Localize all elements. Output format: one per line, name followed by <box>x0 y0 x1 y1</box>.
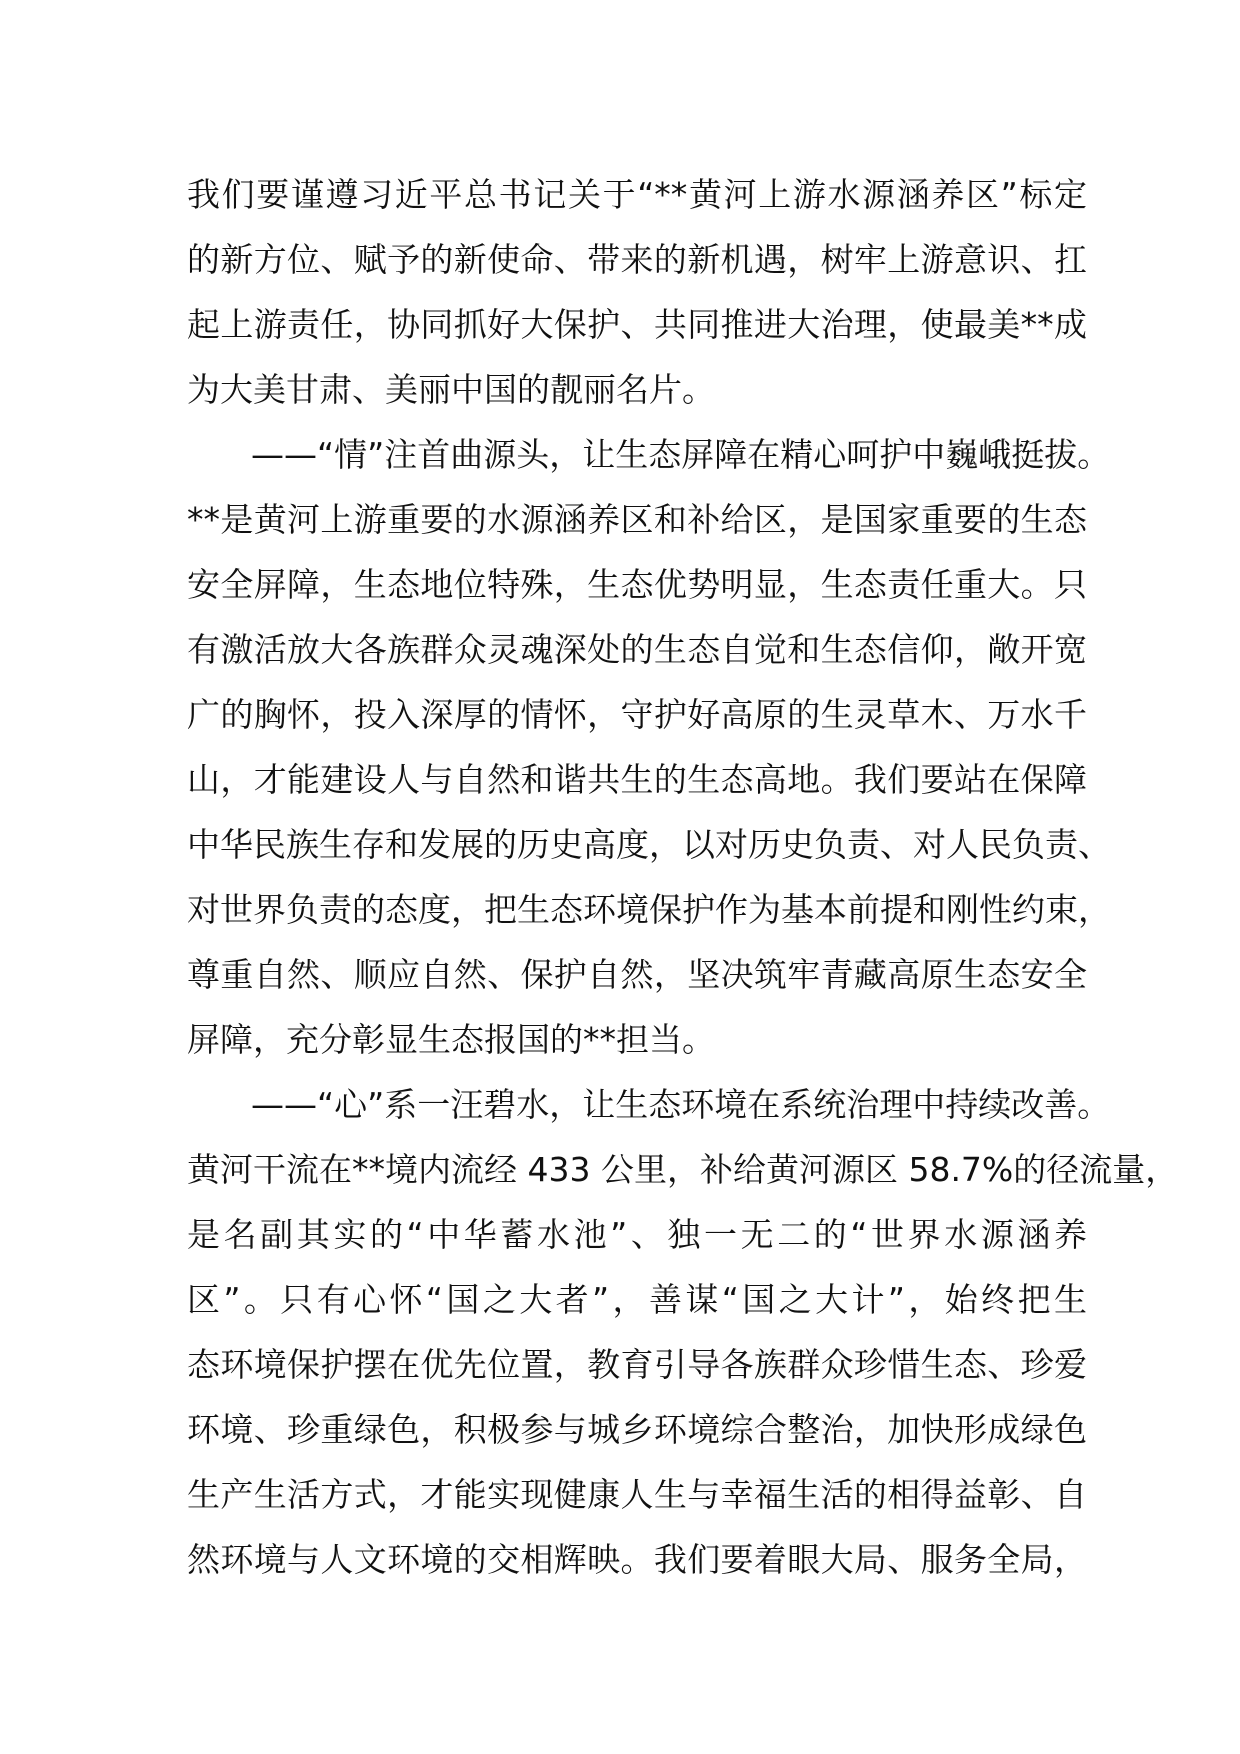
text-line: 黄河干流在**境内流经 433 公里，补给黄河源区 58.7%的径流量， <box>187 1150 1179 1189</box>
text-line: 的新方位、赋予的新使命、带来的新机遇，树牢上游意识、扛 <box>187 240 1087 279</box>
text-line: 是名副其实的“中华蓄水池”、独一无二的“世界水源涵养 <box>187 1215 1087 1254</box>
paragraph-heading-line: ——“情”注首曲源头，让生态屏障在精心呵护中巍峨挺拔。 <box>251 435 1111 474</box>
text-line: 为大美甘肃、美丽中国的靓丽名片。 <box>187 370 715 409</box>
text-line: 有激活放大各族群众灵魂深处的生态自觉和生态信仰，敞开宽 <box>187 630 1087 669</box>
document-body <box>187 162 1179 1592</box>
paragraph-heading-line: ——“心”系一汪碧水，让生态环境在系统治理中持续改善。 <box>251 1085 1111 1124</box>
text-line: 我们要谨遵习近平总书记关于“**黄河上游水源涵养区”标定 <box>187 175 1087 214</box>
text-line: 态环境保护摆在优先位置，教育引导各族群众珍惜生态、珍爱 <box>187 1345 1087 1384</box>
text-line: 环境、珍重绿色，积极参与城乡环境综合整治，加快形成绿色 <box>187 1410 1087 1449</box>
text-line: 屏障，充分彰显生态报国的**担当。 <box>187 1020 715 1059</box>
text-line: 广的胸怀，投入深厚的情怀，守护好高原的生灵草木、万水千 <box>187 695 1087 734</box>
text-line: 山，才能建设人与自然和谐共生的生态高地。我们要站在保障 <box>187 760 1087 799</box>
text-line: 安全屏障，生态地位特殊，生态优势明显，生态责任重大。只 <box>187 565 1087 604</box>
text-line: 起上游责任，协同抓好大保护、共同推进大治理，使最美**成 <box>187 305 1087 344</box>
text-line: 生产生活方式，才能实现健康人生与幸福生活的相得益彰、自 <box>187 1475 1087 1514</box>
text-line: 尊重自然、顺应自然、保护自然，坚决筑牢青藏高原生态安全 <box>187 955 1087 994</box>
text-line: 对世界负责的态度，把生态环境保护作为基本前提和刚性约束， <box>187 890 1111 929</box>
text-line: 区”。只有心怀“国之大者”，善谋“国之大计”，始终把生 <box>187 1280 1087 1319</box>
text-line: 中华民族生存和发展的历史高度，以对历史负责、对人民负责、 <box>187 825 1111 864</box>
text-line: 然环境与人文环境的交相辉映。我们要着眼大局、服务全局， <box>187 1540 1087 1579</box>
text-line: **是黄河上游重要的水源涵养区和补给区，是国家重要的生态 <box>187 500 1087 539</box>
